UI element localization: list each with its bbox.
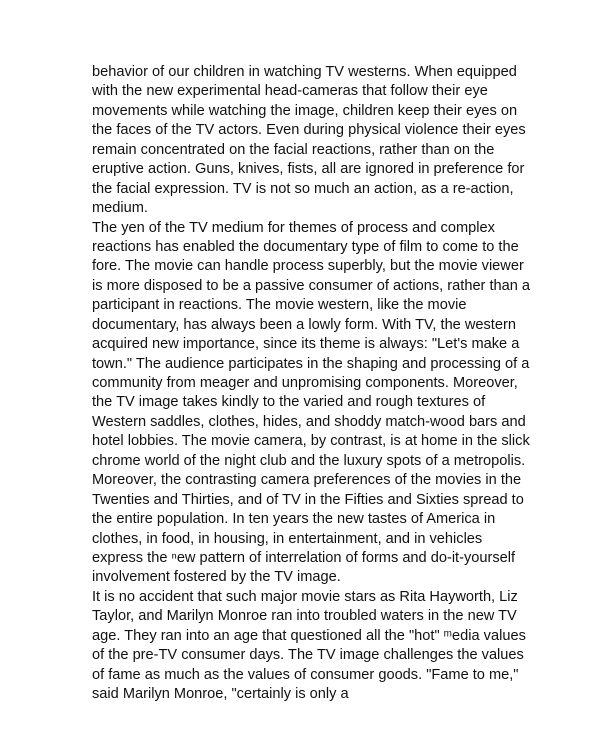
- text-line: It is no accident that such major movie stars as Rita Hayworth, Liz: [92, 588, 518, 605]
- text-line: Moreover, the contrasting camera preferences of the movies in the: [92, 472, 522, 489]
- text-line: involvement fostered by the TV image.: [92, 569, 341, 586]
- text-line: hotel lobbies. The movie camera, by contrast, is at home in the slick: [92, 433, 530, 450]
- text-line: town." The audience participates in the shaping and processing of a: [92, 355, 530, 372]
- text-line: community from meager and unpromising components. Moreover,: [92, 375, 518, 391]
- text-line: with the new experimental head-cameras that follow their eye: [92, 83, 488, 100]
- text-line: age. They ran into an age that questioned all the "hot" ᵐedia values: [92, 627, 526, 644]
- text-line: Twenties and Thirties, and of TV in the Fifties and Sixties spread to: [92, 491, 524, 508]
- text-line: is more disposed to be a passive consumer of actions, rather than a: [92, 277, 531, 294]
- text-line: the faces of the TV actors. Even during physical violence their eyes: [92, 122, 526, 139]
- text-line: the TV image takes kindly to the varied and rough textures of: [92, 394, 486, 411]
- text-line: express the ⁿew pattern of interrelation of forms and do-it-yourself: [92, 549, 516, 566]
- text-line: clothes, in food, in housing, in entertainment, and in vehicles: [92, 530, 483, 547]
- text-line: the facial expression. TV is not so much an action, as a re-action,: [92, 180, 514, 197]
- text-line: fore. The movie can handle process superbly, but the movie viewer: [92, 258, 524, 275]
- text-line: Taylor, and Marilyn Monroe ran into troubled waters in the new TV: [92, 608, 517, 625]
- text-line: the entire population. In ten years the new tastes of America in: [92, 511, 496, 528]
- text-line: Western saddles, clothes, hides, and shoddy match-wood bars and: [92, 413, 526, 430]
- text-line: chrome world of the night club and the luxury spots of a metropolis.: [92, 452, 526, 469]
- text-line: of fame as much as the values of consumer goods. "Fame to me,": [92, 666, 519, 683]
- text-line: of the pre-TV consumer days. The TV image challenges the values: [92, 647, 524, 664]
- text-line: medium.: [92, 200, 148, 217]
- text-line: eruptive action. Guns, knives, fists, all are ignored in preference for: [92, 161, 525, 178]
- text-line: documentary, has always been a lowly form. With TV, the western: [92, 316, 516, 333]
- text-line: The yen of the TV medium for themes of process and complex: [92, 219, 495, 236]
- text-line: remain concentrated on the facial reactions, rather than on the: [92, 141, 495, 158]
- text-line: reactions has enabled the documentary type of film to come to the: [92, 238, 519, 255]
- text-line: acquired new importance, since its theme is always: "Let's make a: [92, 336, 520, 353]
- text-line: participant in reactions. The movie western, like the movie: [92, 297, 467, 314]
- text-line: movements while watching the image, children keep their eyes on: [92, 102, 518, 119]
- body-text: [92, 63, 532, 704]
- text-line: behavior of our children in watching TV westerns. When equipped: [92, 64, 517, 80]
- text-line: said Marilyn Monroe, "certainly is only a: [92, 686, 349, 702]
